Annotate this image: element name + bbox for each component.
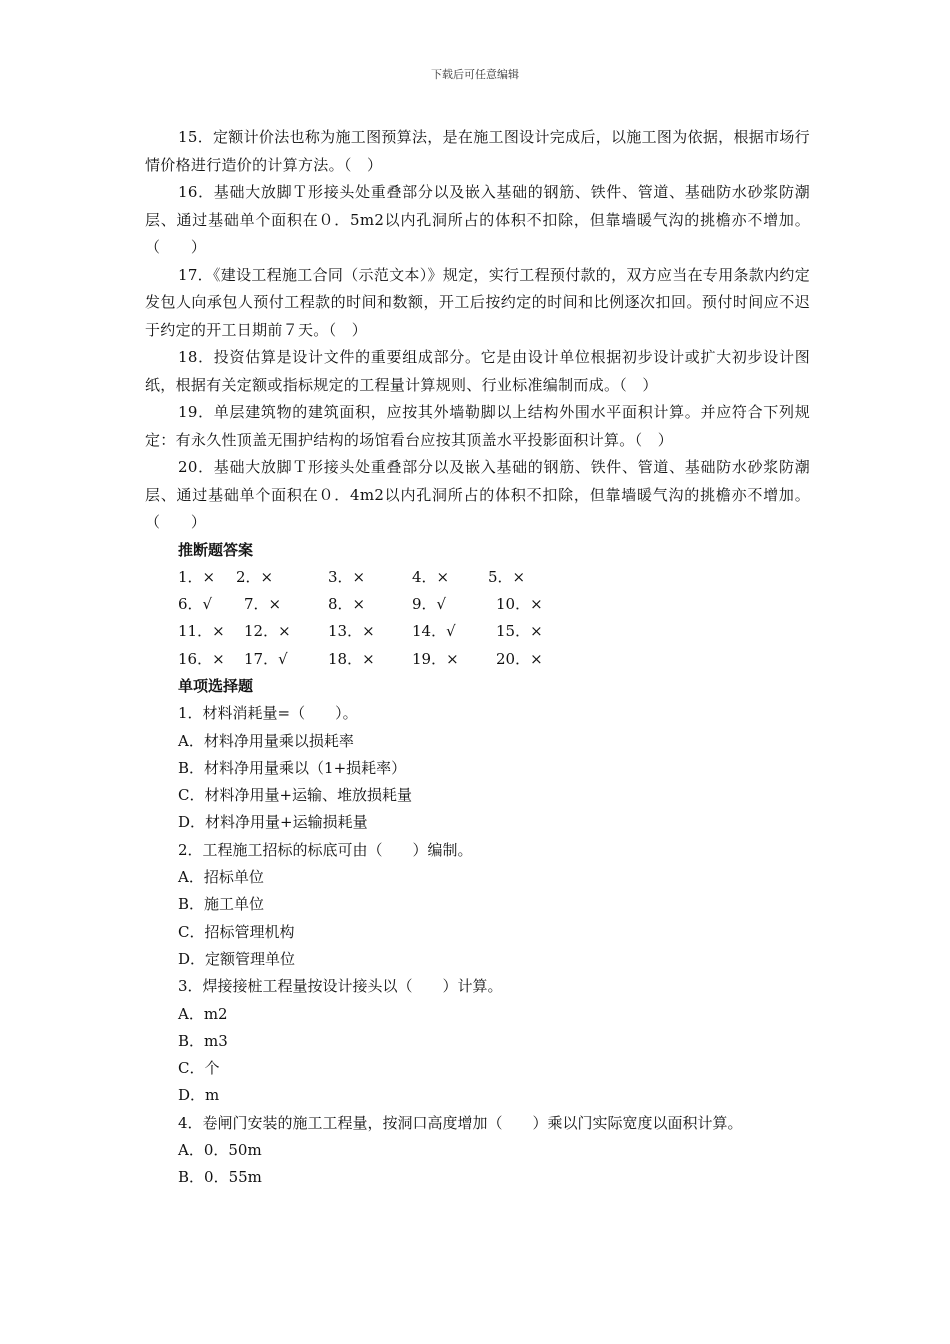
- answer-item: 10．×: [496, 595, 543, 614]
- choice-line: A．招标单位: [178, 868, 264, 887]
- choice-line: C．招标管理机构: [178, 922, 295, 941]
- answer-item: 15．×: [496, 622, 543, 641]
- answer-row: [178, 646, 810, 673]
- question-18: 18．投资估算是设计文件的重要组成部分。它是由设计单位根据初步设计或扩大初步设计图纸，根据有关定额或指标规定的工程量计算规则、行业标准编制而成。（ ）: [145, 348, 810, 394]
- answer-item: 2．×: [236, 568, 274, 586]
- answer-item: 4．×: [412, 568, 450, 586]
- answer-item: 14．√: [412, 622, 456, 641]
- single-choice-title: 单项选择题: [178, 676, 254, 695]
- choice-line: B．m3: [178, 1031, 228, 1050]
- answer-row: [178, 591, 810, 618]
- judge-answers-table: [145, 564, 810, 673]
- question-16: 16．基础大放脚Ｔ形接头处重叠部分以及嵌入基础的钢筋、铁件、管道、基础防水砂浆防潮层、通过基础单个面积在０．5m2以内孔洞所占的体积不扣除，但靠墙暖气沟的挑檐亦不增加。（ ）: [145, 183, 810, 256]
- choice-line: B．材料净用量乘以（1+损耗率）: [178, 758, 407, 777]
- answer-item: 20．×: [496, 649, 543, 668]
- question-15: 15．定额计价法也称为施工图预算法，是在施工图设计完成后，以施工图为依据，根据市场行情价格进行造价的计算方法。（ ）: [145, 128, 810, 174]
- choice-line: 4．卷闸门安装的施工工程量，按洞口高度增加（ ）乘以门实际宽度以面积计算。: [178, 1113, 743, 1132]
- answer-item: 13．×: [328, 622, 375, 641]
- answer-item: 3．×: [328, 568, 366, 586]
- choice-line: B．施工单位: [178, 895, 265, 914]
- choice-line: B．0．55m: [178, 1168, 262, 1187]
- answer-item: 6．√: [178, 595, 213, 614]
- answer-row: [178, 564, 810, 591]
- choice-line: D．材料净用量+运输损耗量: [178, 813, 368, 832]
- page-header: 下载后可任意编辑: [431, 68, 519, 81]
- answer-item: 18．×: [328, 649, 375, 668]
- document-body: [145, 124, 810, 1192]
- choice-line: A．材料净用量乘以损耗率: [178, 731, 354, 750]
- answer-item: 5．×: [488, 568, 526, 586]
- answer-item: 17．√: [244, 649, 288, 668]
- question-17: 17．《建设工程施工合同（示范文本）》规定，实行工程预付款的，双方应当在专用条款内约定发包人向承包人预付工程款的时间和数额，开工后按约定的时间和比例逐次扣回。预付时间应不迟于约定的开工日期前７天。（ ）: [145, 265, 810, 339]
- choice-line: 3．焊接接桩工程量按设计接头以（ ）计算。: [178, 977, 503, 996]
- answer-item: 19．×: [412, 649, 459, 668]
- choice-line: 1．材料消耗量=（ ）。: [178, 704, 358, 723]
- answer-item: 1．×: [178, 568, 216, 586]
- question-19: 19．单层建筑物的建筑面积，应按其外墙勒脚以上结构外围水平面积计算。并应符合下列规定：有永久性顶盖无围护结构的场馆看台应按其顶盖水平投影面积计算。（ ）: [145, 403, 810, 449]
- choice-line: C．个: [178, 1059, 220, 1078]
- choice-line: C．材料净用量+运输、堆放损耗量: [178, 786, 413, 805]
- judge-answers-title: 推断题答案: [178, 540, 254, 559]
- answer-item: 16．×: [178, 649, 225, 668]
- choice-line: D．m: [178, 1086, 220, 1105]
- answer-row: [178, 618, 810, 645]
- choice-line: A．m2: [178, 1004, 228, 1023]
- question-20: 20．基础大放脚Ｔ形接头处重叠部分以及嵌入基础的钢筋、铁件、管道、基础防水砂浆防潮层、通过基础单个面积在０．4m2以内孔洞所占的体积不扣除，但靠墙暖气沟的挑檐亦不增加。（ ）: [145, 458, 810, 531]
- answer-item: 9．√: [412, 595, 447, 614]
- answer-item: 12．×: [244, 622, 291, 641]
- choice-line: A．0．50m: [178, 1141, 262, 1159]
- choice-line: 2．工程施工招标的标底可由（ ）编制。: [178, 840, 473, 859]
- answer-item: 11．×: [178, 622, 225, 641]
- answer-item: 7．×: [244, 595, 282, 614]
- choice-line: D．定额管理单位: [178, 949, 296, 968]
- answer-item: 8．×: [328, 595, 366, 614]
